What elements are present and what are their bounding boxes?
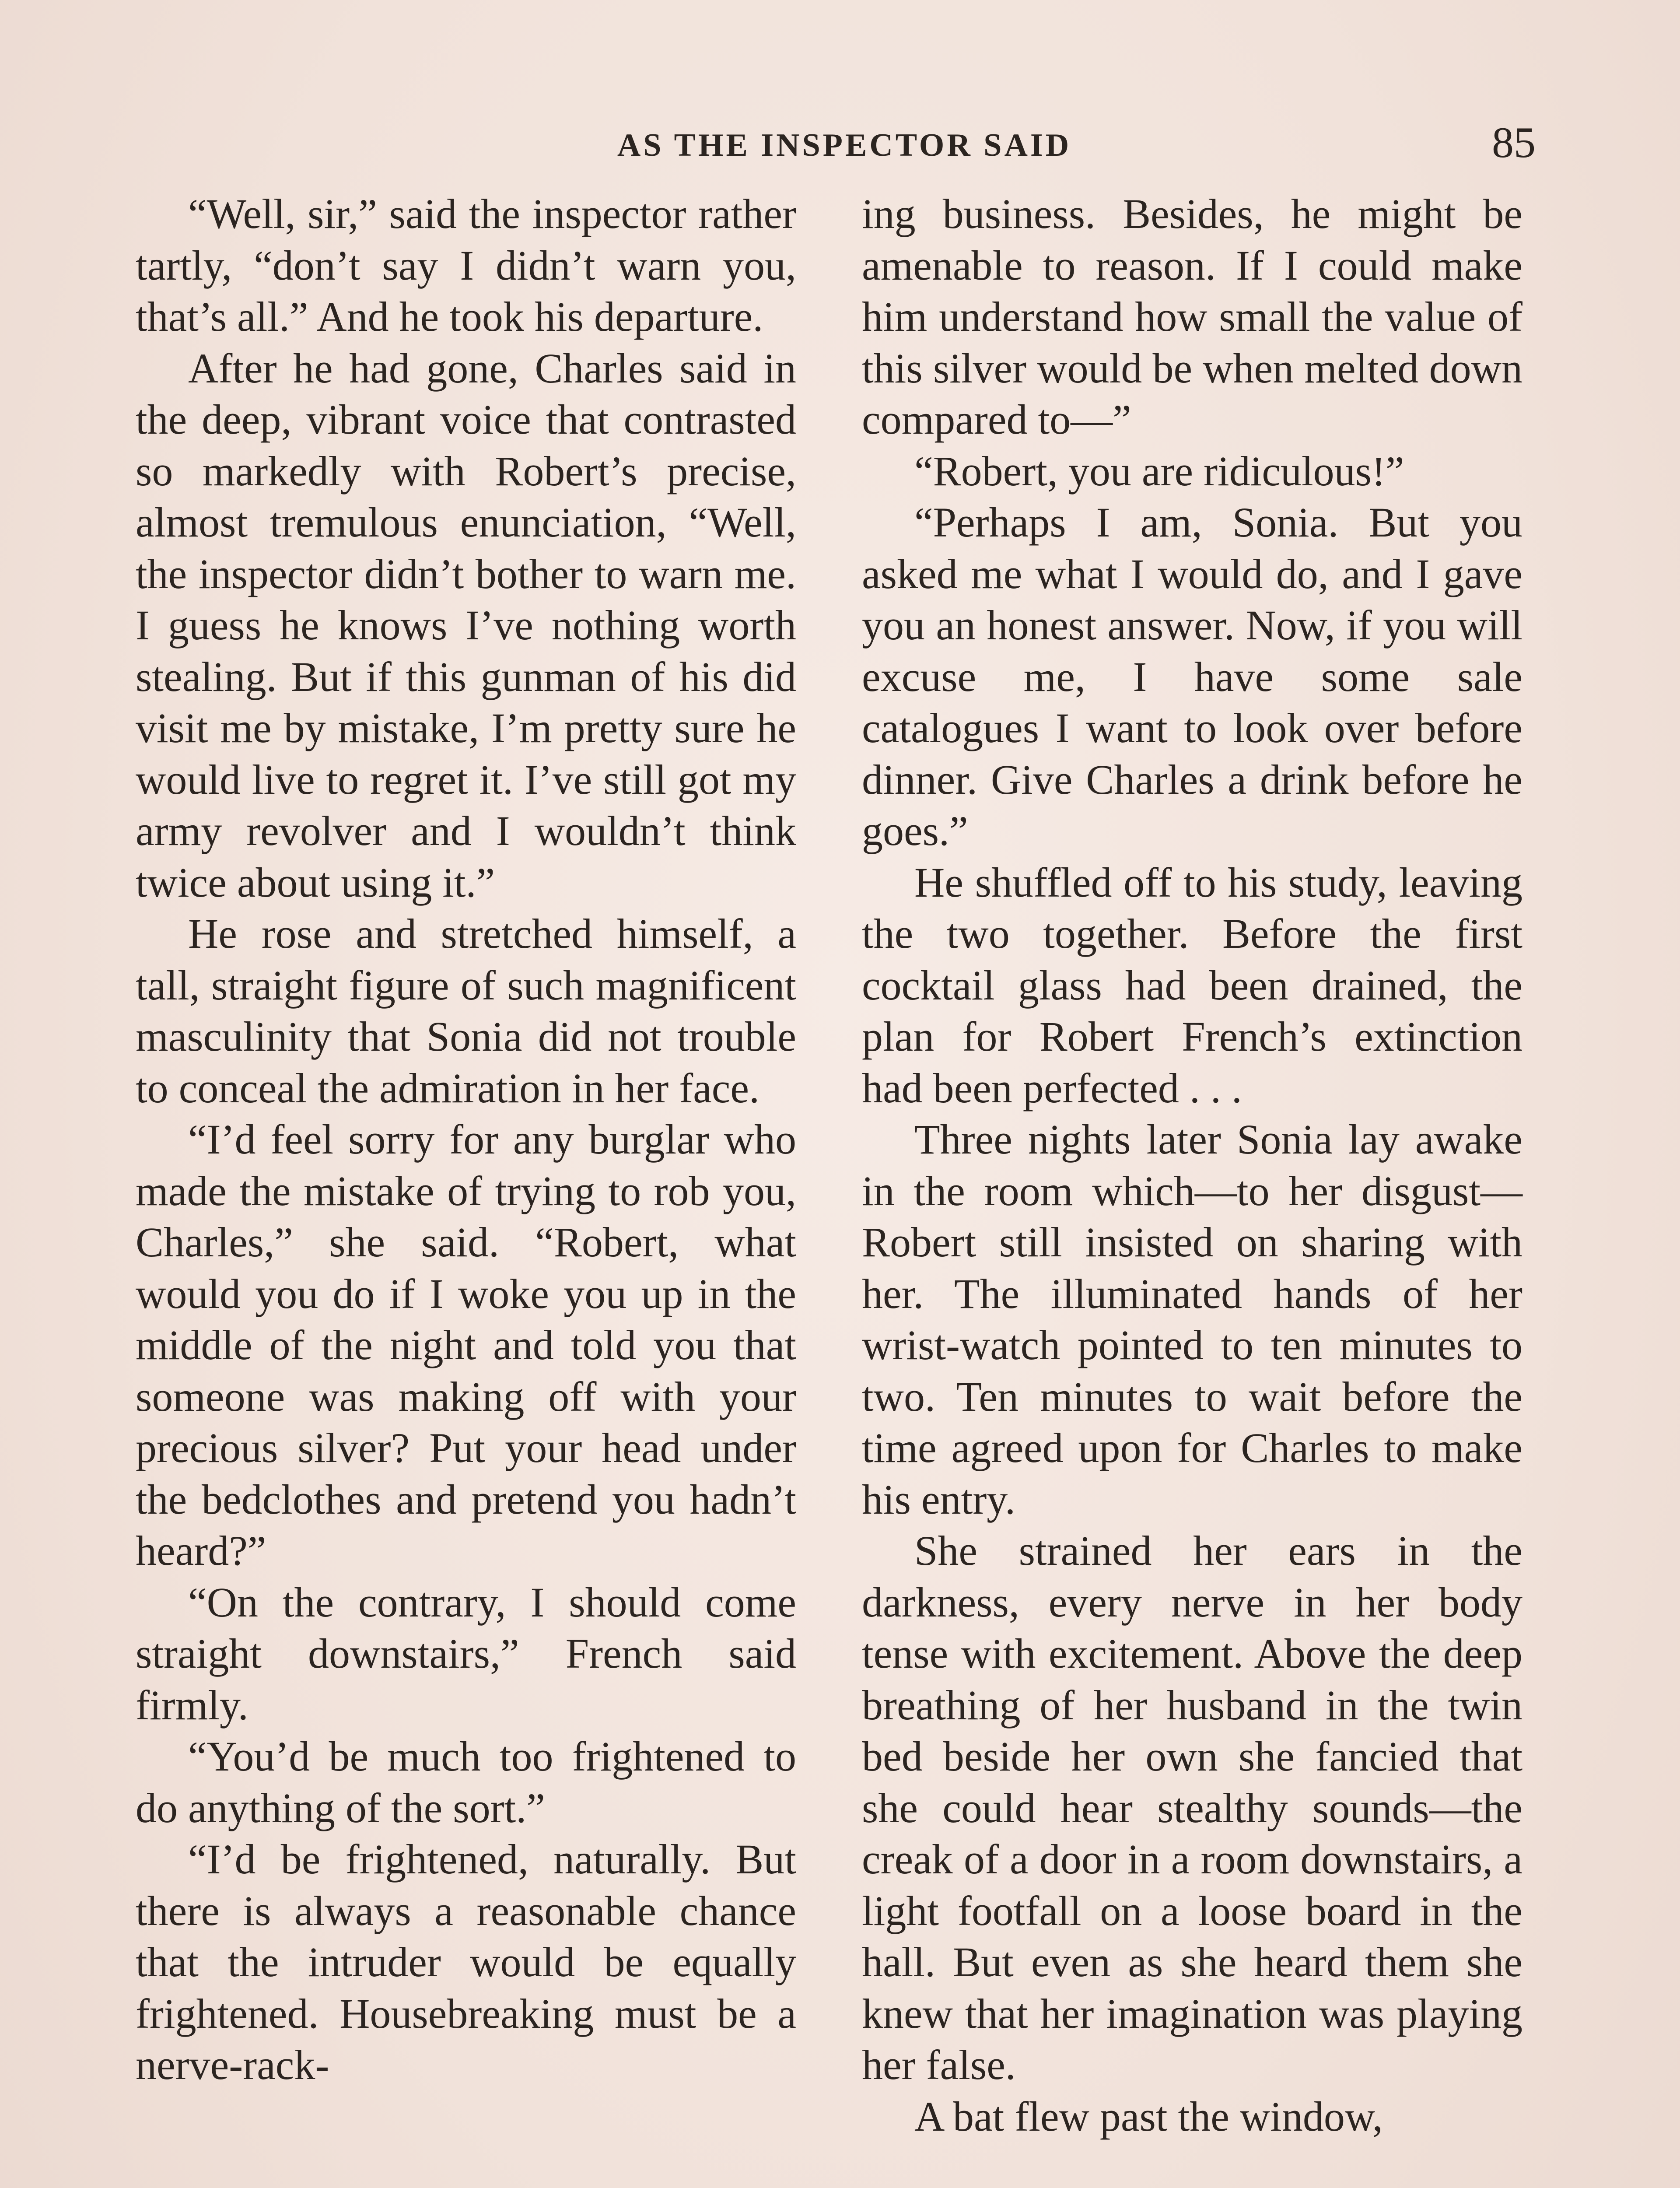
paragraph: “Well, sir,” said the inspector rather tartly, “don’t say I didn’t warn you, that’s all.” And he took his departure. [136,190,796,340]
page-number: 85 [1492,118,1536,167]
paragraph: “Perhaps I am, Sonia. But you asked me what I would do, and I gave you an honest answer. Now, if you will excuse me, I have some sale catalogues I want to look over before dinner. Give Charles a drink before he goes.” [862,499,1522,854]
paragraph: “I’d feel sorry for any burglar who made the mistake of trying to rob you, Charles,” she said. “Robert, what would you do if I woke you up in the middle of the night and told you that someone was making off with your precious silver? Put your head under the bedclothes and pretend you hadn’t heard?” [136,1116,796,1574]
paragraph: A bat flew past the window, [914,2093,1383,2140]
left-text-column [136,188,796,2091]
paragraph: “On the contrary, I should come straight downstairs,” French said firmly. [136,1578,796,1729]
paragraph: He shuffled off to his study, leaving the two together. Before the first cocktail glass had been drained, the plan for Robert French’s extinction had been perfected . . . [862,859,1522,1112]
paragraph: Three nights later Sonia lay awake in the room which—to her disgust—Robert still insisted on sharing with her. The illuminated hands of her wrist-watch pointed to ten minutes to two. Ten minutes to wait before the time agreed upon for Charles to make his entry. [862,1116,1522,1523]
paragraph: “You’d be much too frightened to do anything of the sort.” [136,1733,796,1831]
right-text-column [862,188,1522,2142]
running-title: AS THE INSPECTOR SAID [617,127,1072,163]
paragraph: After he had gone, Charles said in the deep, vibrant voice that contrasted so markedly with Robert’s precise, almost tremulous enunciation, “Well, the inspector didn’t bother to warn me. I guess he knows I’ve nothing worth stealing. But if this gunman of his did visit me by mistake, I’m pretty sure he would live to regret it. I’ve still got my army revolver and I wouldn’t think twice about using it.” [136,344,796,906]
paragraph-continued: ing business. Besides, he might be amenable to reason. If I could make him understand how small the value of this silver would be when melted down compared to—” [862,190,1522,443]
paragraph: He rose and stretched himself, a tall, straight figure of such magnificent masculinity that Sonia did not trouble to conceal the admiration in her face. [136,910,796,1112]
paragraph: “I’d be frightened, naturally. But there is always a reasonable chance that the intruder would be equally frightened. Housebreaking must be a nerve-rack- [136,1836,796,2088]
paragraph: She strained her ears in the darkness, every nerve in her body tense with excitement. Above the deep breathing of her husband in the twin bed beside her own she fancied that she could hear stealthy sounds—the creak of a door in a room downstairs, a light footfall on a loose board in the hall. But even as she heard them she knew that her imagination was playing her false. [862,1527,1522,2088]
paragraph: “Robert, you are ridiculous!” [914,447,1404,494]
